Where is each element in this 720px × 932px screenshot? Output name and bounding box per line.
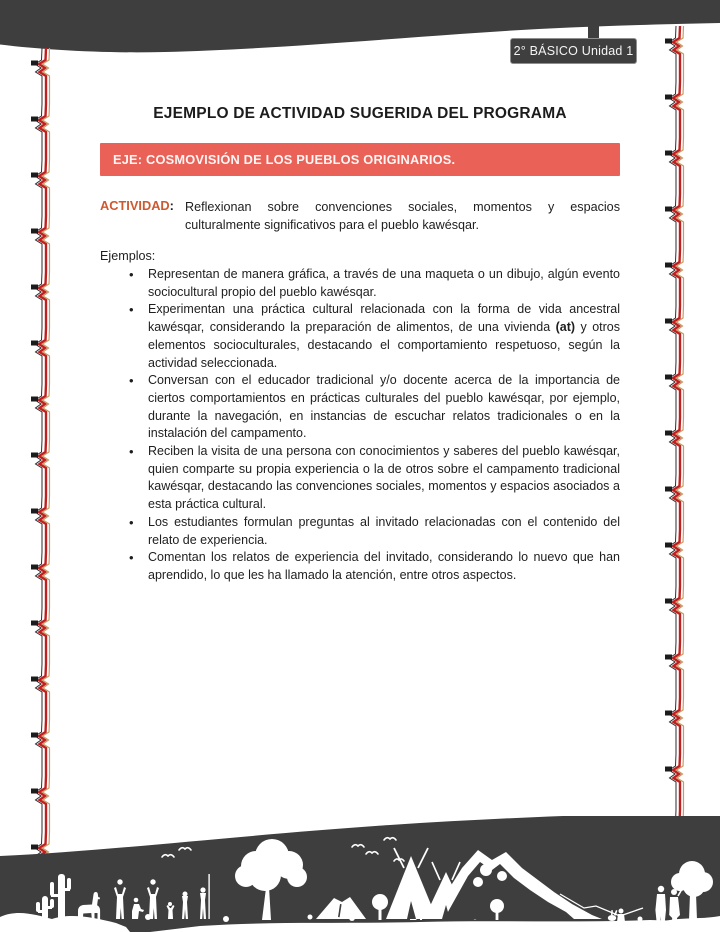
- activity-section: [100, 198, 620, 234]
- activity-label-colon: :: [169, 198, 174, 213]
- left-decorative-border: [30, 48, 58, 856]
- list-item-text: Reciben la visita de una persona con conocimientos y saberes del pueblo kawésqar, quien comparte su propia experiencia o la de otros sobre el campamento tradicional kawésqar, destacando las convenciones sociales, momentos y espacios asociados a esta práctica cultural.: [148, 444, 620, 512]
- list-item-text: Comentan los relatos de experiencia del invitado, considerando lo nuevo que han aprendido, lo que les ha llamado la atención, entre otros aspectos.: [148, 550, 620, 582]
- main-content: [100, 104, 620, 585]
- activity-text: Reflexionan sobre convenciones sociales, momentos y espacios culturalmente significativos para el pueblo kawésqar.: [185, 200, 620, 232]
- list-item: [148, 372, 620, 443]
- list-item: [148, 301, 620, 372]
- page-title: EJEMPLO DE ACTIVIDAD SUGERIDA DEL PROGRAMA: [153, 105, 567, 122]
- unit-badge-label: 2° BÁSICO Unidad 1: [513, 44, 634, 58]
- activity-label-text: ACTIVIDAD: [100, 198, 170, 213]
- examples-list: [100, 266, 620, 585]
- list-item-text: y otros elementos socioculturales, destacando el comportamiento respetuoso, según la actividad seleccionada.: [148, 320, 620, 370]
- list-item: [148, 514, 620, 549]
- right-decorative-border: [664, 26, 692, 826]
- unit-badge: [510, 38, 637, 64]
- eje-banner-label: EJE: COSMOVISIÓN DE LOS PUEBLOS ORIGINARIOS.: [113, 152, 456, 167]
- footer-illustration: [0, 816, 720, 932]
- list-item-text: Conversan con el educador tradicional y/o docente acerca de la importancia de ciertos comportamientos en prácticas culturales del pueblo kawésqar, por ejemplo, durante la navegación, en instancias de escuchar relatos tradicionales o en la instalación del campamento.: [148, 373, 620, 441]
- eje-banner: [100, 143, 620, 176]
- list-item: [148, 443, 620, 514]
- list-item-bold-text: (at): [555, 320, 576, 335]
- activity-label: [100, 198, 185, 234]
- examples-heading: Ejemplos:: [100, 249, 156, 263]
- list-item-text: Representan de manera gráfica, a través de una maqueta o un dibujo, algún evento sociocultural propio del pueblo kawésqar.: [148, 267, 620, 299]
- list-item-text: Los estudiantes formulan preguntas al invitado relacionadas con el contenido del relato de experiencia.: [148, 514, 620, 547]
- list-item: [148, 549, 620, 584]
- list-item-text: Experimentan una práctica cultural relacionada con la forma de vida ancestral kawésqar, considerando la preparación de alimentos, de una vivienda: [148, 302, 620, 335]
- list-item: [148, 266, 620, 301]
